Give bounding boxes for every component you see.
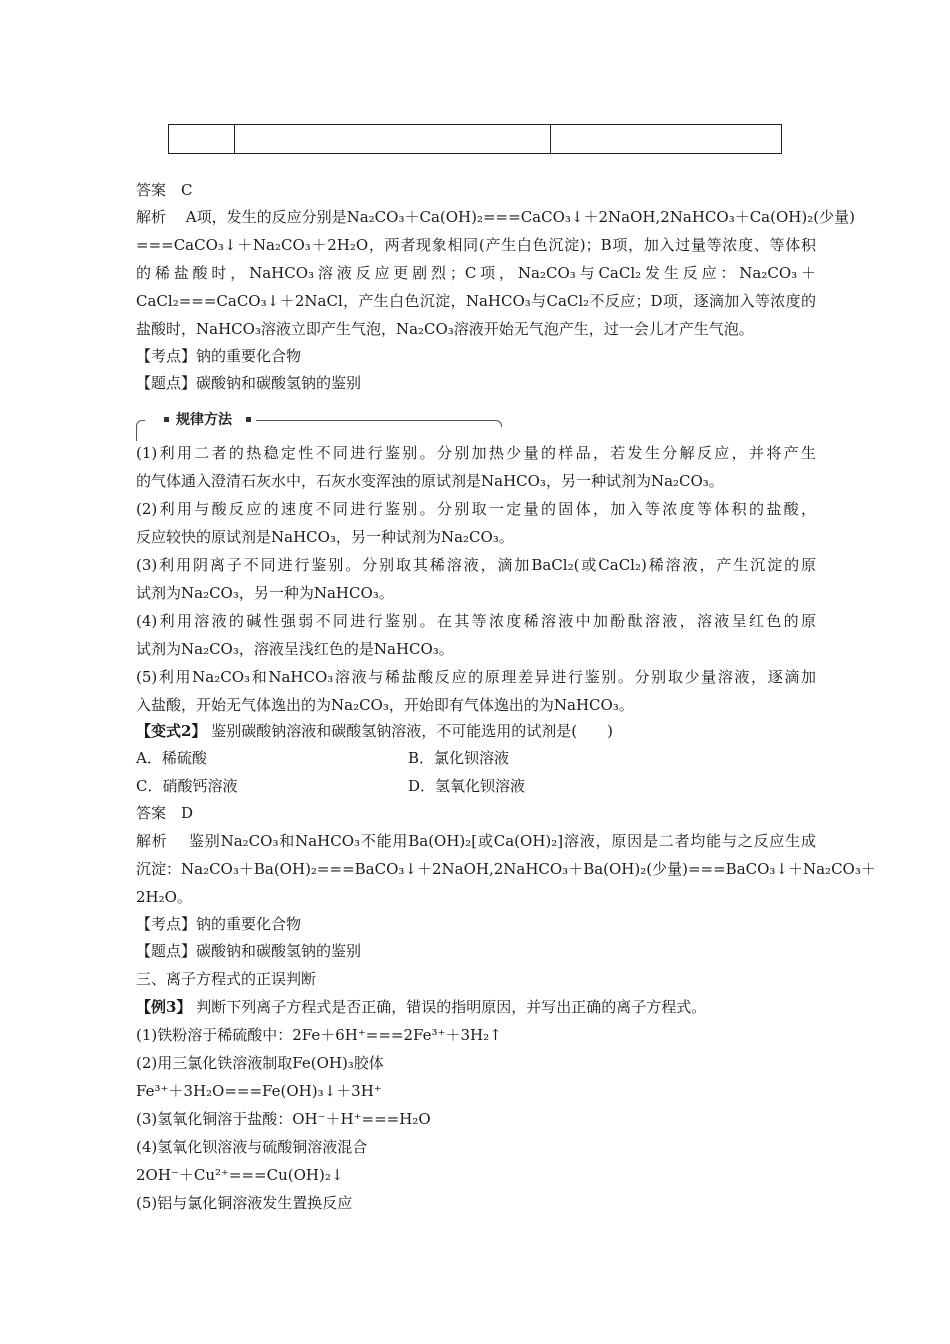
method-line: (1)利用二者的热稳定性不同进行鉴别。分别加热少量的样品，若发生分解反应，并将产生	[136, 444, 816, 462]
table-divider	[234, 125, 235, 153]
method-title: 规律方法	[176, 412, 232, 428]
option-c: C．硝酸钙溶液	[136, 777, 238, 795]
section-heading: 三、离子方程式的正误判断	[136, 970, 317, 988]
item-2-equation: Fe³⁺＋3H₂O===Fe(OH)₃↓＋3H⁺	[136, 1082, 382, 1100]
analysis-line: CaCl₂===CaCO₃↓＋2NaCl，产生白色沉淀，NaHCO₃与CaCl₂不反应；D项，逐滴加入等浓度的	[136, 292, 816, 310]
header-square	[164, 417, 169, 422]
analysis-line: 盐酸时，NaHCO₃溶液立即产生气泡，Na₂CO₃溶液开始无气泡产生，过一会儿才产生气泡。	[136, 320, 754, 338]
method-line: 试剂为Na₂CO₃，另一种为NaHCO₃。	[136, 584, 394, 602]
item-3: (3)氢氧化铜溶于盐酸：OH⁻＋H⁺===H₂O	[136, 1110, 431, 1128]
table-divider	[550, 125, 551, 153]
item-4: (4)氢氧化钡溶液与硫酸铜溶液混合	[136, 1138, 368, 1156]
analysis-line: ===CaCO₃↓＋Na₂CO₃＋2H₂O，两者现象相同(产生白色沉淀)；B项，加入过量等浓度、等体积	[136, 236, 816, 254]
table-fragment	[168, 124, 782, 154]
header-line	[256, 420, 502, 427]
method-line: 的气体通入澄清石灰水中，石灰水变浑浊的原试剂是NaHCO₃，另一种试剂为Na₂CO₃。	[136, 472, 724, 490]
kaodian-label: 【考点】钠的重要化合物	[136, 347, 302, 365]
analysis-line: 解析 A项，发生的反应分别是Na₂CO₃＋Ca(OH)₂===CaCO₃↓＋2NaOH,2NaHCO₃＋Ca(OH)₂(少量)	[136, 208, 855, 226]
variant-question-text: 鉴别碳酸钠溶液和碳酸氢钠溶液，不可能选用的试剂是( )	[211, 722, 613, 740]
analysis-line: 的稀盐酸时，NaHCO₃溶液反应更剧烈；C项，Na₂CO₃与CaCl₂发生反应：Na₂CO₃＋	[136, 264, 816, 282]
item-1: (1)铁粉溶于稀硫酸中：2Fe＋6H⁺===2Fe³⁺＋3H₂↑	[136, 1026, 502, 1044]
answer-line: 答案 C	[136, 181, 193, 199]
header-bracket	[136, 420, 145, 441]
analysis-line: 沉淀：Na₂CO₃＋Ba(OH)₂===BaCO₃↓＋2NaOH,2NaHCO₃＋Ba(OH)₂(少量)===BaCO₃↓＋Na₂CO₃＋	[136, 860, 876, 878]
answer-line: 答案 D	[136, 804, 194, 822]
header-square	[246, 417, 251, 422]
method-line: 入盐酸，开始无气体逸出的为Na₂CO₃，开始即有气体逸出的为NaHCO₃。	[136, 696, 634, 714]
example-prompt-text: 判断下列离子方程式是否正确，错误的指明原因，并写出正确的离子方程式。	[196, 998, 707, 1016]
kaodian-label: 【考点】钠的重要化合物	[136, 915, 302, 933]
tidian-label: 【题点】碳酸钠和碳酸氢钠的鉴别	[136, 374, 362, 392]
variant-tag: 【变式2】	[136, 722, 207, 740]
item-5: (5)铝与氯化铜溶液发生置换反应	[136, 1194, 353, 1212]
variant-question	[136, 721, 816, 741]
method-line: (5)利用Na₂CO₃和NaHCO₃溶液与稀盐酸反应的原理差异进行鉴别。分别取少量溶液，逐滴加	[136, 668, 816, 686]
method-line: (3)利用阴离子不同进行鉴别。分别取其稀溶液，滴加BaCl₂(或CaCl₂)稀溶液，产生沉淀的原	[136, 556, 816, 574]
example-prompt	[136, 997, 816, 1017]
option-b: B．氯化钡溶液	[408, 749, 510, 767]
item-2: (2)用三氯化铁溶液制取Fe(OH)₃胶体	[136, 1054, 384, 1072]
method-line: (4)利用溶液的碱性强弱不同进行鉴别。在其等浓度稀溶液中加酚酞溶液，溶液呈红色的原	[136, 612, 816, 630]
item-4-equation: 2OH⁻＋Cu²⁺===Cu(OH)₂↓	[136, 1166, 344, 1184]
analysis-line: 解析 鉴别Na₂CO₃和NaHCO₃不能用Ba(OH)₂[或Ca(OH)₂]溶液，原因是二者均能与之反应生成	[136, 832, 816, 850]
method-line: (2)利用与酸反应的速度不同进行鉴别。分别取一定量的固体，加入等浓度等体积的盐酸，	[136, 500, 816, 518]
example-tag: 【例3】	[136, 998, 192, 1016]
option-d: D．氢氧化钡溶液	[408, 777, 526, 795]
analysis-line: 2H₂O。	[136, 888, 192, 906]
tidian-label: 【题点】碳酸钠和碳酸氢钠的鉴别	[136, 942, 362, 960]
method-line: 反应较快的原试剂是NaHCO₃，另一种试剂为Na₂CO₃。	[136, 528, 514, 546]
method-header	[136, 410, 502, 434]
method-line: 试剂为Na₂CO₃，溶液呈浅红色的是NaHCO₃。	[136, 640, 454, 658]
option-a: A．稀硫酸	[136, 749, 207, 767]
